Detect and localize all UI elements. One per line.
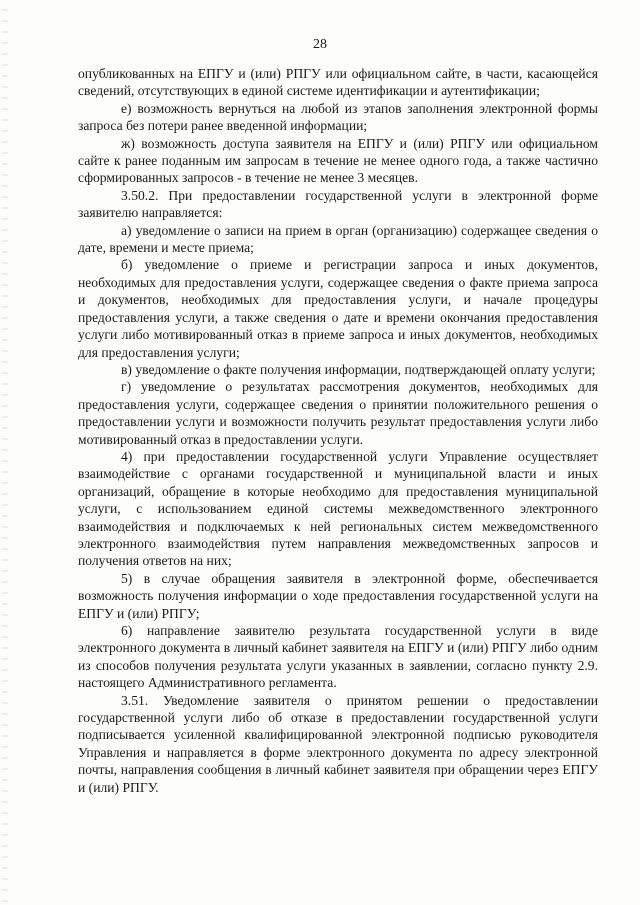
paragraph-item-5: 5) в случае обращения заявителя в электронной форме, обеспечивается возможность получения информации о ходе предоставления государственной услуги на ЕПГУ и (или) РПГУ; [78, 570, 598, 621]
paragraph-item-v: в) уведомление о факте получения информации, подтверждающей оплату услуги; [121, 361, 596, 377]
paragraph-item-6: 6) направление заявителю результата государственной услуги в виде электронного документа в личный кабинет заявителя на ЕПГУ и (или) РПГУ либо одним из способов получения результата услуги указанных в заявлении, согласно пункту 2.9. настоящего Административного регламента. [78, 623, 598, 691]
paragraph-continued-from-previous-page: опубликованных на ЕПГУ и (или) РПГУ или официальном сайте, в части, касающейся сведений, отсутствующих в единой системе идентификации и аутентификации; [78, 66, 598, 99]
paragraph-item-e: е) возможность вернуться на любой из этапов заполнения электронной формы запроса без потери ранее введенной информации; [78, 100, 598, 134]
paragraph-item-g: г) уведомление о результатах рассмотрения документов, необходимых для предоставления услуги, содержащее сведения о принятии положительного решения о предоставлении услуги и возможности получить результат предоставления услуги либо мотивированный отказ в предоставлении услуги. [78, 379, 598, 447]
paragraph-3-51: 3.51. Уведомление заявителя о принятом решении о предоставлении государственной услуги либо об отказе в предоставлении государственной услуги подписывается усиленной квалифицированной электронной подписью руководителя Управления и направляется в форме электронного документа по адресу электронной почты, направления сообщения в личный кабинет заявителя при обращении через ЕПГУ и (или) РПГУ. [78, 692, 598, 795]
document-body [78, 65, 598, 796]
scan-edge-artifact [2, 0, 8, 905]
paragraph-3-50-2: 3.50.2. При предоставлении государственной услуги в электронной форме заявителю направляется: [78, 187, 598, 221]
page-number: 28 [313, 37, 327, 52]
paragraph-item-b: б) уведомление о приеме и регистрации запроса и иных документов, необходимых для предоставления услуги, содержащее сведения о факте приема запроса и документов, необходимых для предоставления услуги, и начале процедуры предоставления услуги, а также сведения о дате и времени окончания предоставления услуги либо мотивированный отказ в приеме запроса и иных документов, необходимых для предоставления услуги; [78, 257, 598, 360]
paragraph-item-a: а) уведомление о записи на прием в орган (организацию) содержащее сведения о дате, времени и месте приема; [78, 222, 598, 256]
paragraph-item-zh: ж) возможность доступа заявителя на ЕПГУ и (или) РПГУ или официальном сайте к ранее поданным им запросам в течение не менее одного года, а также частично сформированных запросов - в течение не менее 3 месяцев. [78, 135, 598, 186]
paragraph-item-4: 4) при предоставлении государственной услуги Управление осуществляет взаимодействие с органами государственной и муниципальной власти и иных организаций, обращение в которые необходимо для предоставления муниципальной услуги, с использованием единой системы межведомственного электронного взаимодействия и подключаемых к ней региональных систем межведомственного электронного взаимодействия путем направления межведомственных запросов и получения ответов на них; [78, 448, 598, 569]
